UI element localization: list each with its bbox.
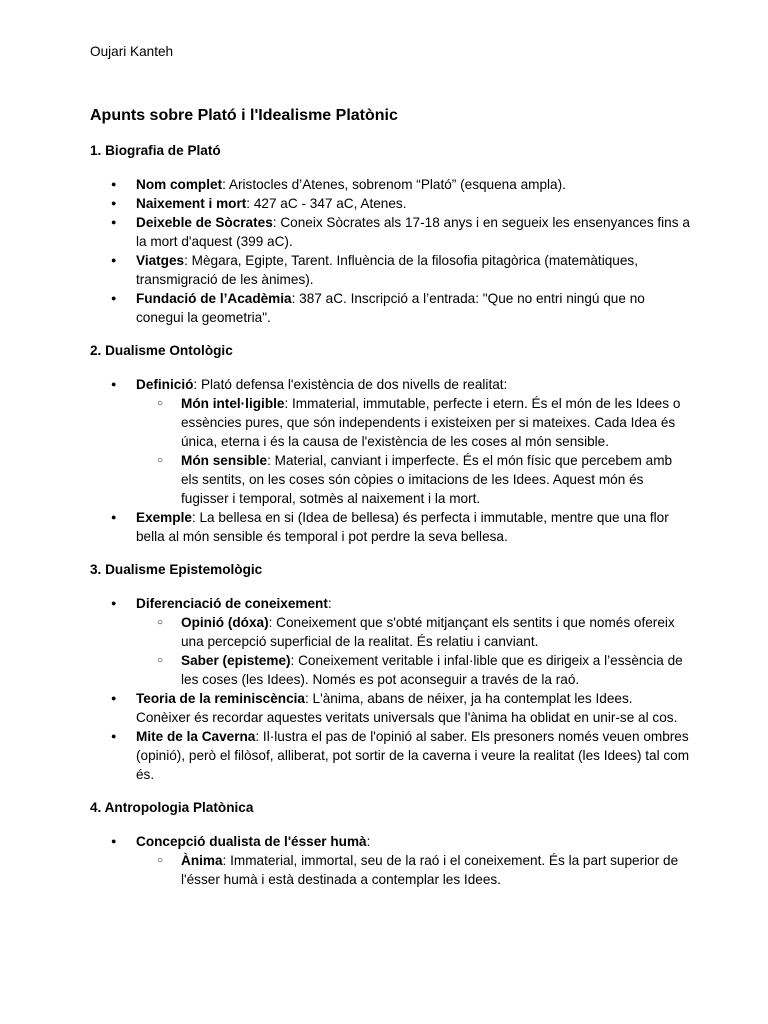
list-item-text: : Mègara, Egipte, Tarent. Influència de la filosofia pitagòrica (matemàtiques, transmigració de les ànimes). bbox=[136, 253, 638, 287]
list-item-text: : Aristocles d’Atenes, sobrenom “Plató” (esquena ampla). bbox=[222, 177, 566, 192]
list-item-text: : Material, canviant i imperfecte. És el món físic que percebem amb els sentits, on les coses són còpies o imitacions de les Idees. Aquest món és fugisser i temporal, sotmès al naixement i la mort. bbox=[181, 453, 673, 506]
list-item-term: Opinió (dóxa) bbox=[181, 615, 269, 630]
sub-list-item bbox=[136, 651, 690, 689]
sub-list-item bbox=[136, 451, 690, 508]
document-title: Apunts sobre Plató i l'Idealisme Platònic bbox=[90, 107, 398, 124]
list-item bbox=[90, 832, 690, 889]
list-item-term: Diferenciació de coneixement bbox=[136, 596, 328, 611]
list-item-term: Món sensible bbox=[181, 453, 268, 468]
list-item-text: : Coneixement que s'obté mitjançant els sentits i que només ofereix una percepció superficial de la realitat. És relatiu i canviant. bbox=[181, 615, 675, 649]
list-item bbox=[90, 594, 690, 689]
list-item-text: : bbox=[327, 596, 332, 611]
section-heading: 4. Antropologia Platònica bbox=[90, 800, 254, 815]
list-item-text: : La bellesa en si (Idea de bellesa) és perfecta i immutable, mentre que una flor bella al món sensible és temporal i pot perdre la seva bellesa. bbox=[136, 510, 669, 544]
section-heading: 1. Biografia de Plató bbox=[90, 143, 221, 158]
list-item bbox=[90, 289, 690, 327]
list-item-text: : bbox=[366, 834, 371, 849]
list-item-text: : Coneix Sòcrates als 17-18 anys i en segueix les ensenyances fins a la mort d'aquest (399 aC). bbox=[136, 215, 690, 249]
list-item bbox=[90, 727, 690, 784]
bullet-list bbox=[90, 832, 690, 889]
list-item-term: Fundació de l’Acadèmia bbox=[136, 291, 292, 306]
sub-list-item bbox=[136, 851, 690, 889]
list-item-text: : L'ànima, abans de néixer, ja ha contemplat les Idees. Conèixer és recordar aquestes veritats universals que l'ànima ha oblidat en unir-se al cos. bbox=[136, 691, 678, 725]
bullet-list bbox=[90, 175, 690, 327]
list-item bbox=[90, 194, 690, 213]
list-item-text: : 427 aC - 347 aC, Atenes. bbox=[246, 196, 407, 211]
sub-list bbox=[136, 394, 690, 508]
section-heading: 3. Dualisme Epistemològic bbox=[90, 562, 263, 577]
list-item-text: : Plató defensa l'existència de dos nivells de realitat: bbox=[193, 377, 508, 392]
list-item-term: Concepció dualista de l'ésser humà bbox=[136, 834, 367, 849]
list-item-text: : Immaterial, immutable, perfecte i etern. És el món de les Idees o essències pures, que són independents i existeixen per si mateixes. Cada Idea és única, eterna i és la causa de l'existència de les coses al món sensible. bbox=[181, 396, 681, 449]
list-item-text: : Il·lustra el pas de l'opinió al saber. Els presoners només veuen ombres (opinió), però el filòsof, alliberat, pot sortir de la caverna i veure la realitat (les Idees) tal com és. bbox=[136, 729, 690, 782]
list-item-term: Món intel·ligible bbox=[181, 396, 285, 411]
list-item-text: : Coneixement veritable i infal·lible que es dirigeix a l’essència de les coses (les Idees). Només es pot aconseguir a través de la raó. bbox=[181, 653, 683, 687]
list-item-term: Exemple bbox=[136, 510, 192, 525]
list-item-text: : 387 aC. Inscripció a l’entrada: "Que no entri ningú que no conegui la geometria". bbox=[136, 291, 645, 325]
list-item bbox=[90, 213, 690, 251]
sub-list-item bbox=[136, 613, 690, 651]
list-item bbox=[90, 689, 690, 727]
sub-list bbox=[136, 851, 690, 889]
list-item-term: Definició bbox=[136, 377, 194, 392]
list-item bbox=[90, 175, 690, 194]
list-item-term: Nom complet bbox=[136, 177, 223, 192]
list-item-term: Teoria de la reminiscència bbox=[136, 691, 305, 706]
bullet-list bbox=[90, 594, 690, 784]
list-item-term: Naixement i mort bbox=[136, 196, 247, 211]
list-item bbox=[90, 375, 690, 508]
list-item-term: Ànima bbox=[181, 853, 223, 868]
sub-list bbox=[136, 613, 690, 689]
document-page bbox=[90, 42, 690, 903]
sub-list-item bbox=[136, 394, 690, 451]
list-item bbox=[90, 508, 690, 546]
list-item-text: : Immaterial, immortal, seu de la raó i el coneixement. És la part superior de l'ésser humà i està destinada a contemplar les Idees. bbox=[181, 853, 679, 887]
list-item-term: Saber (episteme) bbox=[181, 653, 291, 668]
list-item-term: Deixeble de Sòcrates bbox=[136, 215, 273, 230]
list-item-term: Mite de la Caverna bbox=[136, 729, 256, 744]
bullet-list bbox=[90, 375, 690, 546]
list-item-term: Viatges bbox=[136, 253, 185, 268]
author-name: Oujari Kanteh bbox=[90, 44, 174, 59]
section-heading: 2. Dualisme Ontològic bbox=[90, 343, 233, 358]
list-item bbox=[90, 251, 690, 289]
